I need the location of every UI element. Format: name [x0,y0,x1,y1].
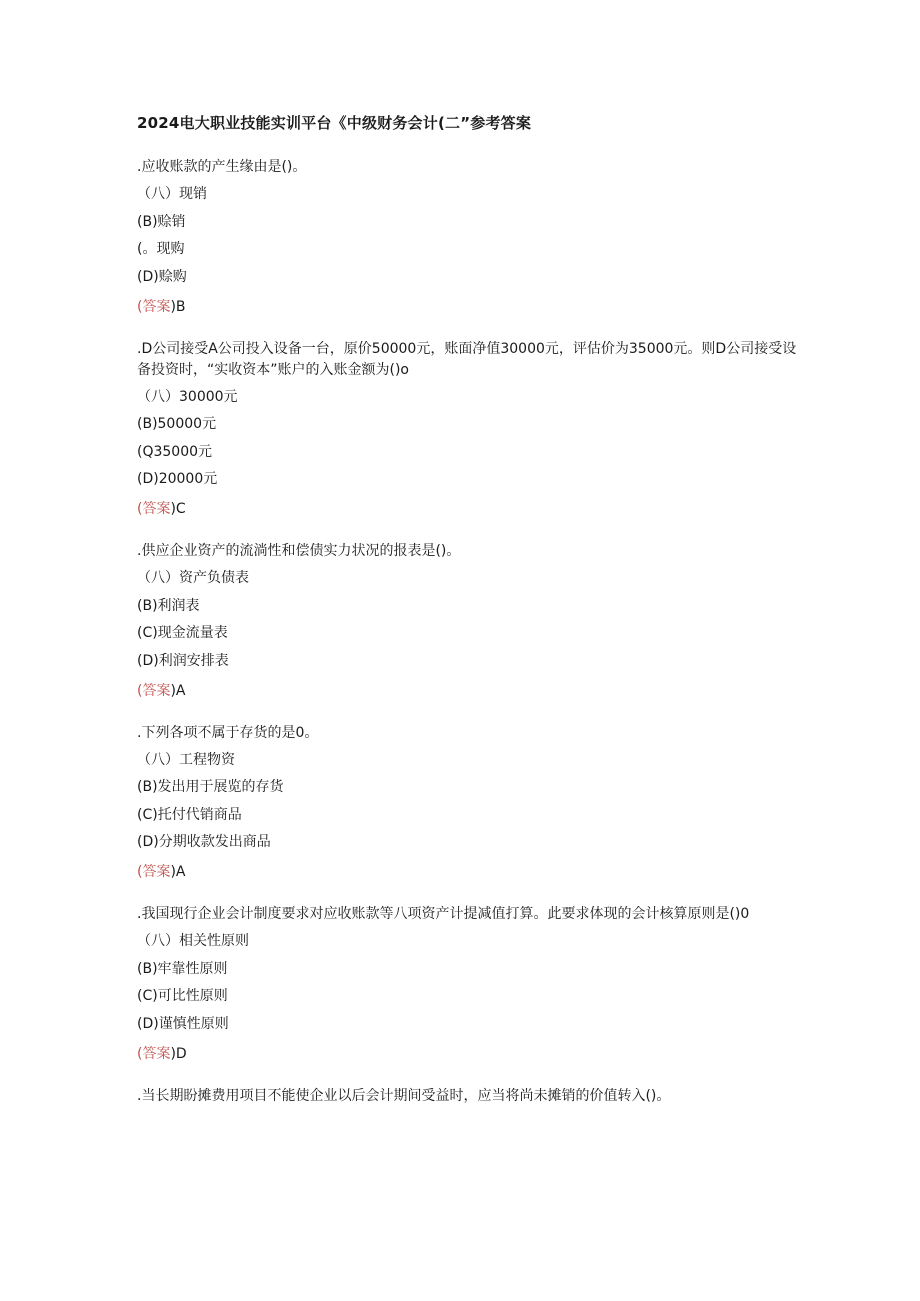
document-title: 2024电大职业技能实训平台《中级财务会计(二”参考答案 [137,114,532,132]
option-d: (D)赊购 [137,268,187,285]
option-c: (。现购 [137,241,185,257]
option-a: （八）工程物资 [137,751,235,768]
answer-label: (答案 [137,1045,171,1062]
answer-label: (答案 [137,298,171,315]
option-a: （八）相关性原则 [137,933,249,949]
question-2 [137,339,797,521]
option-b: (B)50000元 [137,416,217,432]
answer-value: )C [170,501,186,517]
option-d: (D)20000元 [137,471,218,487]
option-a: （八）资产负债表 [137,570,249,586]
option-d: (D)分期收款发出商品 [137,834,271,850]
option-b: (B)牢靠性原则 [137,960,228,977]
question-stem: .应收账款的产生缘由是()。 [137,159,307,175]
answer-line [137,498,797,520]
question-stem: .下列各项不属于存货的是0。 [137,724,319,741]
option-c: (C)托付代销商品 [137,806,242,823]
answer-label: (答案 [137,864,171,880]
option-b: (B)发出用于展览的存货 [137,779,284,795]
option-c: (C)现金流量表 [137,625,228,641]
answer-line [137,1043,797,1065]
document-page [137,112,797,1128]
option-b: (B)赊销 [137,213,186,230]
option-c: (C)可比性原则 [137,988,228,1004]
answer-line [137,861,797,883]
question-stem: .当长期盼摊费用项目不能使企业以后会计期间受益时，应当将尚未摊销的价值转入()。 [137,1087,671,1104]
option-c: (Q35000元 [137,443,213,460]
answer-line [137,680,797,702]
answer-label: (答案 [137,682,171,699]
question-stem: .我国现行企业会计制度要求对应收账款等八项资产计提减值打算。此要求体现的会计核算原则是()0 [137,906,750,922]
question-6 [137,1086,797,1107]
option-d: (D)利润安排表 [137,652,229,669]
question-1 [137,157,797,318]
answer-value: )A [170,864,186,880]
option-b: (B)利润表 [137,597,200,614]
question-stem: .D公司接受A公司投入设备一台，原价50000元，账面净值30000元，评估价为35000元。则D公司接受设备投资时，“实收资本”账户的入账金额为()o [137,340,797,378]
question-3 [137,541,797,702]
question-stem: .供应企业资产的流淌性和偿债实力状况的报表是()。 [137,543,461,559]
answer-value: )A [170,682,186,699]
option-d: (D)谨慎性原则 [137,1015,229,1032]
answer-value: )B [170,298,186,315]
answer-line [137,296,797,318]
option-a: （八）现销 [137,186,207,202]
question-5 [137,904,797,1065]
option-a: （八）30000元 [137,388,238,405]
question-4 [137,723,797,884]
answer-label: (答案 [137,501,171,517]
answer-value: )D [170,1045,187,1062]
